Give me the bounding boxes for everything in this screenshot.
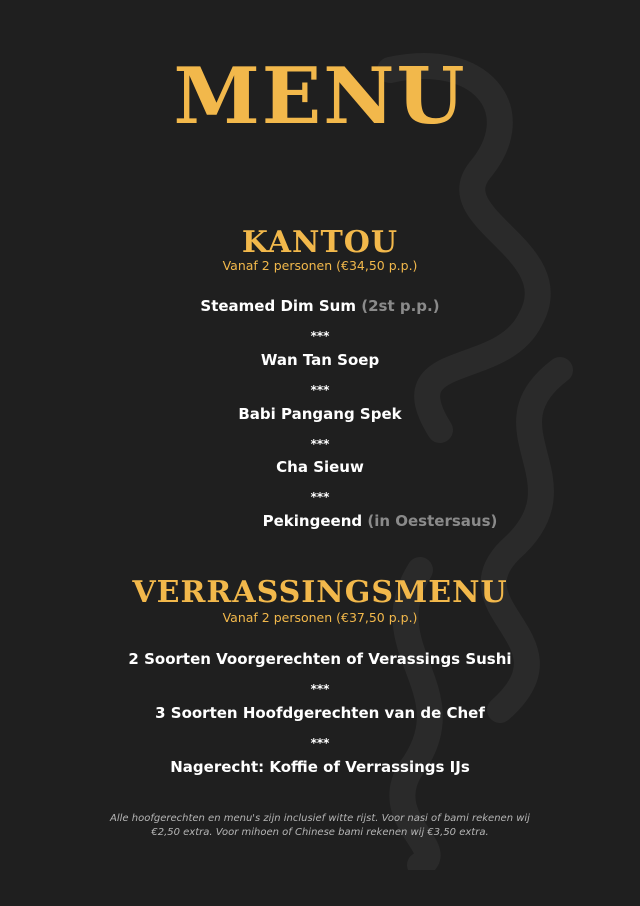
menu-item-name: Pekingeend [262, 512, 363, 530]
section-title-verrassingsmenu: VERRASSINGSMENU [132, 575, 508, 610]
menu-item-name: 2 Soorten Voorgerechten of Verassings Sushi [128, 650, 512, 668]
menu-item [0, 407, 640, 422]
section-title-kantou: KANTOU [241, 225, 399, 260]
menu-item [0, 460, 640, 475]
separator: *** [310, 682, 330, 696]
menu-item [0, 706, 640, 721]
separator: *** [310, 490, 330, 504]
menu-item-name: Steamed Dim Sum [200, 297, 356, 315]
section-subtitle-kantou: Vanaf 2 personen (€34,50 p.p.) [222, 258, 418, 273]
menu-item-note: (2st p.p.) [361, 297, 440, 315]
page-title: MENU [173, 51, 467, 142]
menu-item [0, 299, 640, 314]
footnote [80, 812, 560, 839]
section-subtitle-verrassingsmenu: Vanaf 2 personen (€37,50 p.p.) [222, 610, 418, 625]
menu-item [0, 760, 640, 775]
menu-item-name: Nagerecht: Koffie of Verrassings IJs [170, 758, 470, 776]
separator: *** [310, 437, 330, 451]
menu-item [60, 514, 640, 529]
menu-item-name: 3 Soorten Hoofdgerechten van de Chef [155, 704, 485, 722]
footnote-line: Alle hoofgerechten en menu's zijn inclusief witte rijst. Voor nasi of bami rekenen wij [110, 813, 530, 824]
separator: *** [310, 736, 330, 750]
footnote-line: €2,50 extra. Voor mihoen of Chinese bami rekenen wij €3,50 extra. [151, 826, 489, 838]
menu-item [0, 353, 640, 368]
menu-item-note: (in Oestersaus) [367, 512, 498, 530]
menu-item-name: Wan Tan Soep [260, 351, 380, 369]
menu-item-name: Cha Sieuw [276, 458, 364, 476]
separator: *** [310, 329, 330, 343]
separator: *** [310, 383, 330, 397]
menu-item-name: Babi Pangang Spek [238, 405, 402, 423]
menu-item [0, 652, 640, 667]
